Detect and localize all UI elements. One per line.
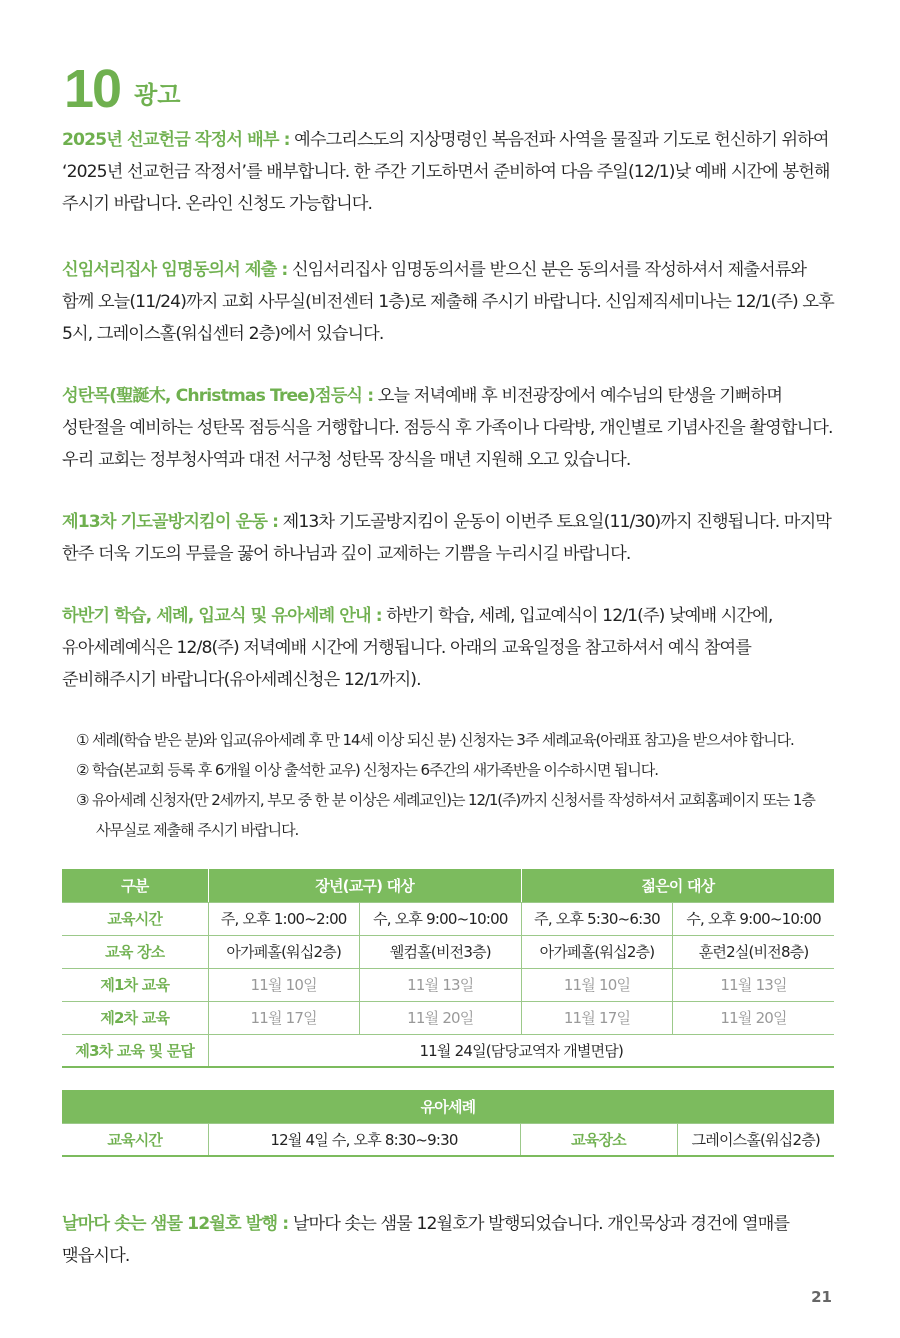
table-row xyxy=(62,968,834,1001)
table-cell: 12월 4일 수, 오후 8:30~9:30 xyxy=(208,1123,520,1156)
table-row xyxy=(62,1034,834,1067)
announcement-item xyxy=(62,254,837,350)
table-row xyxy=(62,1123,834,1156)
announcement-body: 신임서리집사 임명동의서를 받으신 분은 동의서를 작성하셔서 제출서류와 함께 오늘(11/24)까지 교회 사무실(비전센터 1층)로 제출해 주시기 바랍니다. 신임제직세미나는 12/1(주) 오후 5시, 그레이스홀(워십센터 2층)에서 있습니다. xyxy=(62,260,834,344)
section-title: 광고 xyxy=(134,81,181,109)
announcement-lead: 날마다 솟는 샘물 12월호 발행 : xyxy=(62,1214,289,1234)
row-label: 교육시간 xyxy=(62,902,208,935)
page-number: 21 xyxy=(811,1288,832,1306)
table-header-cell: 구분 xyxy=(62,869,208,902)
notes-list xyxy=(76,725,846,845)
announcement-lead: 성탄목(聖誕木, Christmas Tree)점등식 : xyxy=(62,386,374,406)
table-cell: 11월 17일 xyxy=(208,1001,359,1034)
table-cell: 주, 오후 1:00~2:00 xyxy=(208,902,359,935)
row-label: 교육장소 xyxy=(520,1123,677,1156)
announcement-item xyxy=(62,124,837,220)
announcement-body: 오늘 저녁예배 후 비전광장에서 예수님의 탄생을 기뻐하며 성탄절을 예비하는 성탄목 점등식을 거행합니다. 점등식 후 가족이나 다락방, 개인별로 기념사진을 촬영합니다. 우리 교회는 정부청사역과 대전 서구청 성탄목 장식을 매년 지원해 오고 있습니다. xyxy=(62,386,833,470)
row-label: 제3차 교육 및 문답 xyxy=(62,1034,208,1067)
table-row xyxy=(62,935,834,968)
education-schedule-table xyxy=(62,869,834,1068)
table-header-cell: 젊은이 대상 xyxy=(521,869,834,902)
note-item: ③ 유아세례 신청자(만 2세까지, 부모 중 한 분 이상은 세례교인)는 12/1(주)까지 신청서를 작성하셔서 교회홈페이지 또는 1층 사무실로 제출해 주시기 바랍니다. xyxy=(76,791,815,839)
announcement-lead: 신임서리집사 임명동의서 제출 : xyxy=(62,260,288,280)
table-cell: 훈련2실(비전8층) xyxy=(673,935,834,968)
announcement-body: 하반기 학습, 세례, 입교예식이 12/1(주) 낮예배 시간에, 유아세례예식은 12/8(주) 저녁예배 시간에 거행됩니다. 아래의 교육일정을 참고하셔서 예식 참여를 준비해주시기 바랍니다(유아세례신청은 12/1까지). xyxy=(62,606,773,690)
table-cell: 11월 13일 xyxy=(359,968,521,1001)
announcement-body: 날마다 솟는 샘물 12월호가 발행되었습니다. 개인묵상과 경건에 열매를 맺읍시다. xyxy=(62,1214,790,1266)
announcement-lead: 제13차 기도골방지킴이 운동 : xyxy=(62,512,279,532)
table-header-row xyxy=(62,869,834,902)
table-cell: 아가페홀(워십2층) xyxy=(521,935,672,968)
table-row xyxy=(62,1001,834,1034)
table-cell: 11월 10일 xyxy=(208,968,359,1001)
table-cell: 11월 20일 xyxy=(673,1001,834,1034)
row-label: 교육시간 xyxy=(62,1123,208,1156)
table-header-cell: 유아세례 xyxy=(62,1090,834,1123)
table-cell: 11월 20일 xyxy=(359,1001,521,1034)
note-item: ② 학습(본교회 등록 후 6개월 이상 출석한 교우) 신청자는 6주간의 새가족반을 이수하시면 됩니다. xyxy=(76,761,658,779)
table-row xyxy=(62,902,834,935)
announcement-body: 예수그리스도의 지상명령인 복음전파 사역을 물질과 기도로 헌신하기 위하여 ‘2025년 선교헌금 작정서’를 배부합니다. 한 주간 기도하면서 준비하여 다음 주일(12/1)낮 예배 시간에 봉헌해 주시기 바랍니다. 온라인 신청도 가능합니다. xyxy=(62,130,830,214)
announcement-item xyxy=(62,1208,837,1272)
infant-baptism-table xyxy=(62,1090,834,1157)
table-cell: 수, 오후 9:00~10:00 xyxy=(673,902,834,935)
announcement-lead: 2025년 선교헌금 작정서 배부 : xyxy=(62,130,290,150)
row-label: 교육 장소 xyxy=(62,935,208,968)
table-cell: 수, 오후 9:00~10:00 xyxy=(359,902,521,935)
announcement-item xyxy=(62,600,837,696)
announcement-lead: 하반기 학습, 세례, 입교식 및 유아세례 안내 : xyxy=(62,606,382,626)
table-header-row xyxy=(62,1090,834,1123)
announcement-item xyxy=(62,506,837,570)
table-cell: 11월 10일 xyxy=(521,968,672,1001)
section-header xyxy=(64,59,181,119)
note-item: ① 세례(학습 받은 분)와 입교(유아세례 후 만 14세 이상 되신 분) 신청자는 3주 세례교육(아래표 참고)을 받으셔야 합니다. xyxy=(76,731,794,749)
table-cell: 그레이스홀(워십2층) xyxy=(677,1123,834,1156)
table-cell: 주, 오후 5:30~6:30 xyxy=(521,902,672,935)
row-label: 제1차 교육 xyxy=(62,968,208,1001)
row-label: 제2차 교육 xyxy=(62,1001,208,1034)
table-cell: 11월 17일 xyxy=(521,1001,672,1034)
table-cell: 11월 24일(담당교역자 개별면담) xyxy=(208,1034,834,1067)
announcement-body: 제13차 기도골방지킴이 운동이 이번주 토요일(11/30)까지 진행됩니다. 마지막 한주 더욱 기도의 무릎을 꿇어 하나님과 깊이 교제하는 기쁨을 누리시길 바랍니다. xyxy=(62,512,832,564)
table-cell: 아가페홀(워십2층) xyxy=(208,935,359,968)
section-number: 10 xyxy=(64,59,121,119)
table-cell: 11월 13일 xyxy=(673,968,834,1001)
announcement-item xyxy=(62,380,837,476)
table-header-cell: 장년(교구) 대상 xyxy=(208,869,521,902)
table-cell: 웰컴홀(비전3층) xyxy=(359,935,521,968)
